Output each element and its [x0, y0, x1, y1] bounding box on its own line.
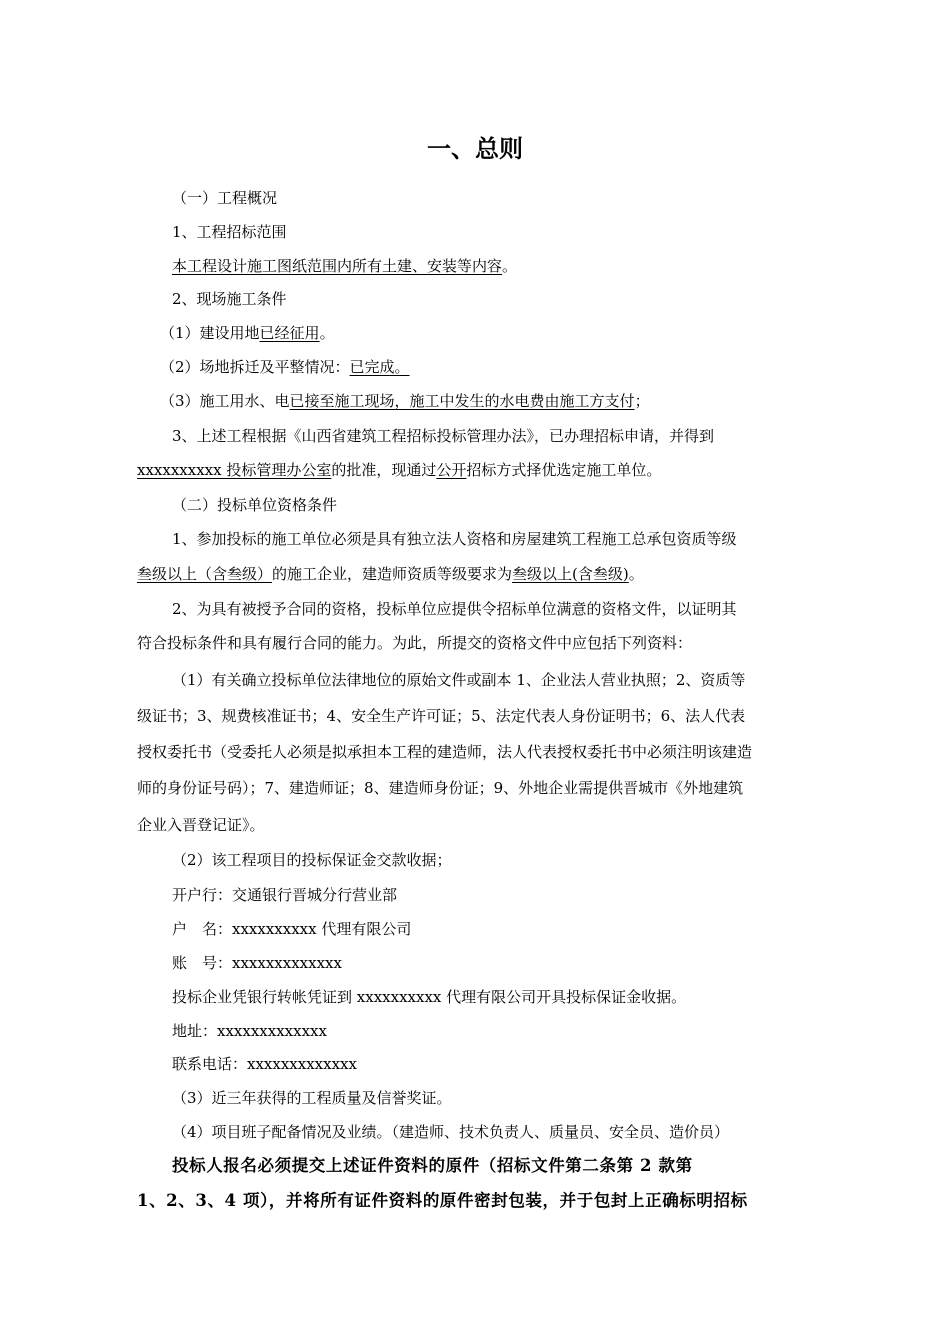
qualification-grade: 叁级以上（含叁级）	[137, 565, 273, 583]
bid-scope-end: 。	[502, 257, 518, 275]
section-heading-overview: （一）工程概况	[172, 189, 278, 207]
account-name: 户 名：xxxxxxxxxx 代理有限公司	[172, 920, 412, 938]
condition-demolition-label: （2）场地拆迁及平整情况：	[160, 358, 350, 376]
condition-land	[160, 322, 335, 344]
qualification-item2-line1: 2、为具有被授予合同的资格，投标单位应提供令招标单位满意的资格文件，以证明其	[172, 600, 737, 618]
condition-utilities-value: 已接至施工现场，施工中发生的水电费由施工方支付	[289, 392, 635, 410]
qualification-item1-line2	[137, 563, 644, 585]
qualification-item1-line1: 1、参加投标的施工单位必须是具有独立法人资格和房屋建筑工程施工总承包资质等级	[172, 530, 737, 548]
bank-name: 开户行：交通银行晋城分行营业部	[172, 886, 398, 904]
approval-method: 公开	[436, 461, 467, 479]
item-bid-scope-heading: 1、工程招标范围	[172, 223, 287, 241]
section-heading-qualifications: （二）投标单位资格条件	[172, 496, 338, 514]
requirement1-line1: （1）有关确立投标单位法律地位的原始文件或副本 1、企业法人营业执照；2、资质等	[172, 671, 746, 689]
condition-land-value: 已经征用	[259, 324, 320, 342]
approval-office: xxxxxxxxxx 投标管理办公室	[137, 461, 332, 479]
bold-notice-line1: 投标人报名必须提交上述证件资料的原件（招标文件第二条第 2 款第	[172, 1156, 693, 1175]
condition-utilities-end: ；	[634, 392, 650, 410]
builder-grade: 叁级以上(含叁级)	[512, 565, 629, 583]
requirement1-line5: 企业入晋登记证》。	[137, 816, 265, 834]
condition-utilities	[160, 390, 650, 412]
bid-scope-text	[172, 255, 517, 277]
bid-scope-underlined: 本工程设计施工图纸范围内所有土建、安装等内容	[172, 257, 503, 275]
qualification-item2-line2: 符合投标条件和具有履行合同的能力。为此，所提交的资格文件中应包括下列资料：	[137, 634, 693, 652]
approval-text-line1: 3、上述工程根据《山西省建筑工程招标投标管理办法》，已办理招标申请，并得到	[172, 427, 715, 445]
requirement4: （4）项目班子配备情况及业绩。（建造师、技术负责人、质量员、安全员、造价员）	[172, 1123, 730, 1141]
address: 地址：xxxxxxxxxxxxx	[172, 1022, 327, 1040]
page-title: 一、总则	[427, 135, 523, 163]
qualification-end: 。	[628, 565, 644, 583]
approval-middle: 的批准，现通过	[331, 461, 437, 479]
account-number: 账 号：xxxxxxxxxxxxx	[172, 954, 342, 972]
condition-utilities-label: （3）施工用水、电	[160, 392, 290, 410]
receipt-note: 投标企业凭银行转帐凭证到 xxxxxxxxxx 代理有限公司开具投标保证金收据。	[172, 988, 687, 1006]
bold-notice-line2: 1、2、3、4 项），并将所有证件资料的原件密封包装，并于包封上正确标明招标	[137, 1191, 748, 1210]
condition-land-label: （1）建设用地	[160, 324, 260, 342]
requirement1-line4: 师的身份证号码）；7、建造师证；8、建造师身份证；9、外地企业需提供晋城市《外地建筑	[137, 779, 744, 797]
requirement2: （2）该工程项目的投标保证金交款收据；	[172, 851, 452, 869]
approval-end: 招标方式择优选定施工单位。	[466, 461, 662, 479]
qualification-middle: 的施工企业，建造师资质等级要求为	[272, 565, 513, 583]
condition-demolition-value: 已完成。	[349, 358, 410, 376]
condition-demolition	[160, 356, 410, 378]
condition-land-end: 。	[319, 324, 335, 342]
contact-phone: 联系电话：xxxxxxxxxxxxx	[172, 1055, 357, 1073]
requirement3: （3）近三年获得的工程质量及信誉奖证。	[172, 1089, 452, 1107]
requirement1-line2: 级证书；3、规费核准证书；4、安全生产许可证；5、法定代表人身份证明书；6、法人代表	[137, 707, 746, 725]
item-site-conditions-heading: 2、现场施工条件	[172, 290, 287, 308]
requirement1-line3: 授权委托书（受委托人必须是拟承担本工程的建造师，法人代表授权委托书中必须注明该建造	[137, 743, 753, 761]
approval-text-line2	[137, 459, 661, 481]
